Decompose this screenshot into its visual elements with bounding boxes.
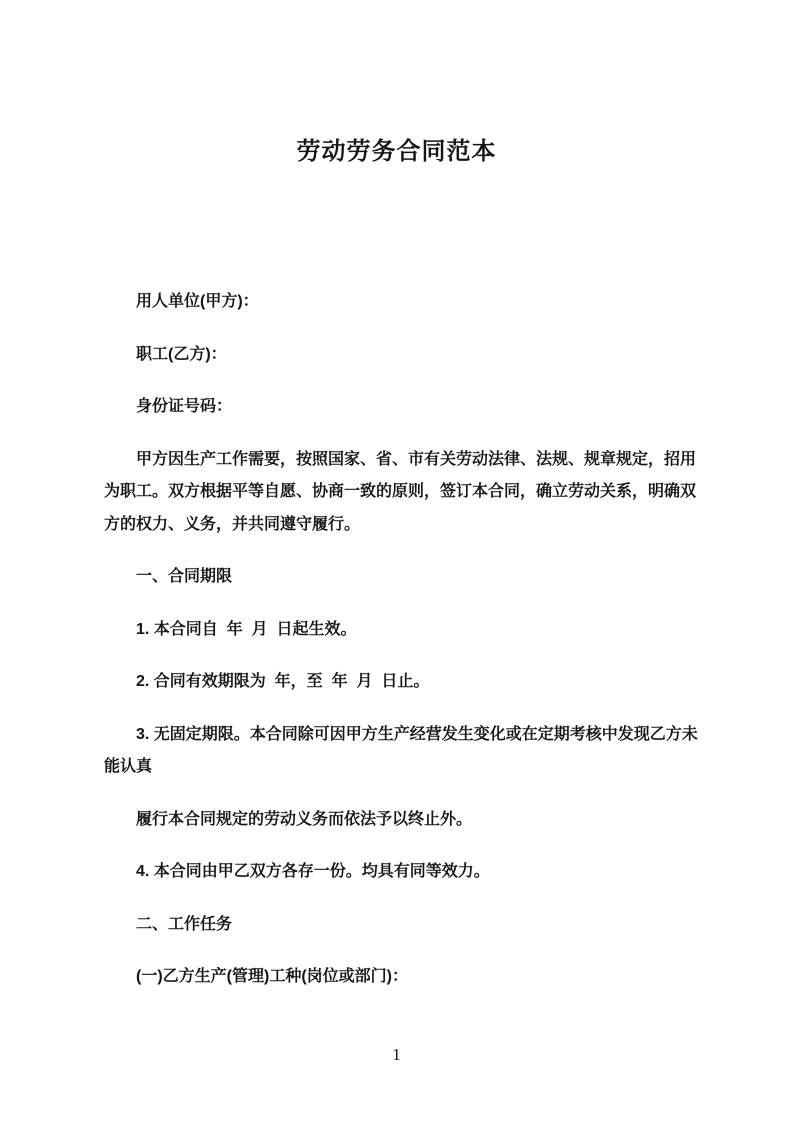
section-heading-work-tasks: 二、工作任务	[136, 915, 233, 933]
intro-paragraph: 甲方因生产工作需要，按照国家、省、市有关劳动法律、法规、规章规定，招用为职工。双方根据平等自愿、协商一致的原则，签订本合同，确立劳动关系，明确双方的权力、义务，并共同遵守履行。	[104, 450, 697, 533]
field-employer-party-a: 用人单位(甲方)：	[136, 293, 259, 310]
clause-valid-period: 2. 合同有效期限为 年，至 年 月 日止。	[136, 673, 430, 690]
field-employee-party-b: 职工(乙方)：	[136, 345, 227, 363]
document-title: 劳动劳务合同范本	[296, 138, 497, 165]
clause-effective-date: 1. 本合同自 年 月 日起生效。	[136, 620, 357, 638]
clause-open-term-continued: 履行本合同规定的劳动义务而依法予以终止外。	[136, 810, 473, 828]
clause-copies: 4. 本合同由甲乙双方各存一份。均具有同等效力。	[136, 863, 490, 880]
clause-open-term: 3. 无固定期限。本合同除可因甲方生产经营发生变化或在定期考核中发现乙方未能认真	[104, 725, 698, 775]
page-number: 1	[392, 1045, 401, 1064]
clause-work-position: (一)乙方生产(管理)工种(岗位或部门)：	[136, 968, 408, 985]
section-heading-contract-term: 一、合同期限	[136, 568, 233, 585]
field-id-number: 身份证号码：	[136, 398, 233, 415]
